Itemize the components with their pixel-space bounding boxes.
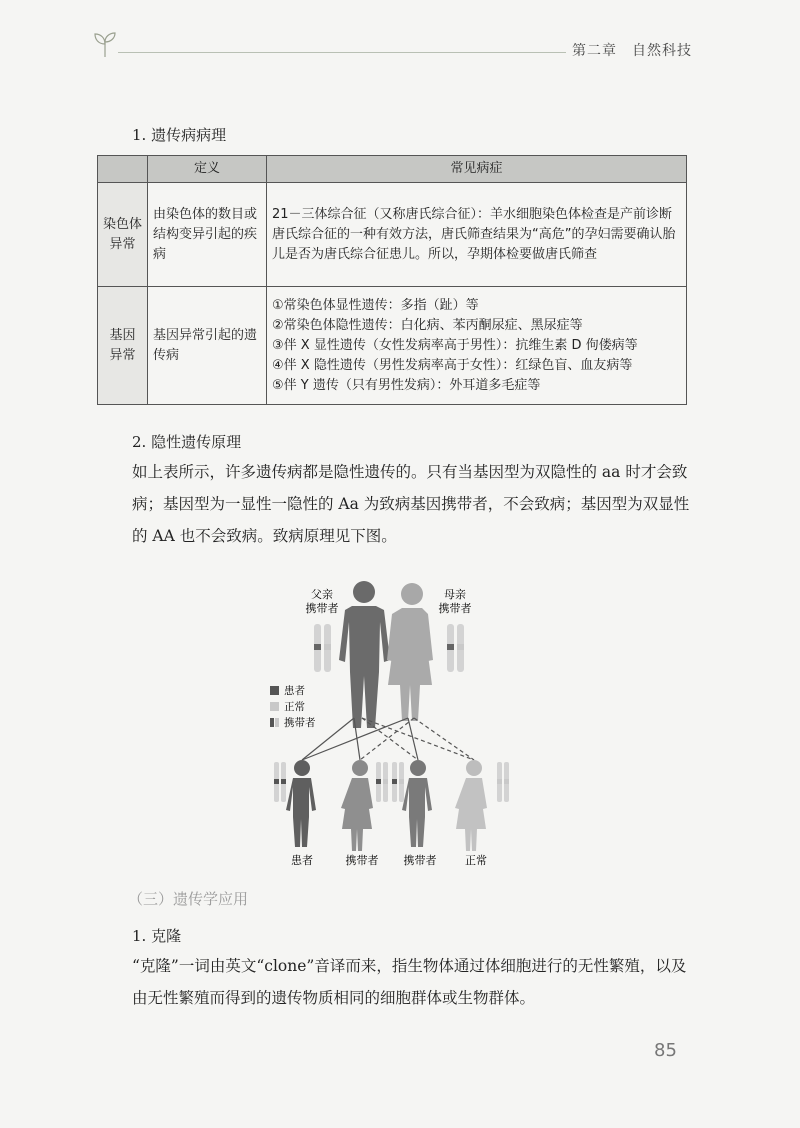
leaf-icon bbox=[92, 30, 118, 58]
inheritance-lines bbox=[302, 718, 474, 760]
child-label: 携带者 bbox=[345, 854, 379, 867]
genetic-disease-table bbox=[97, 155, 687, 405]
legend-swatch-normal bbox=[270, 702, 279, 711]
section-title-clone: 1. 克隆 bbox=[132, 927, 182, 945]
page-number: 85 bbox=[654, 1040, 677, 1061]
legend-swatch-carrier bbox=[270, 718, 274, 727]
table-row bbox=[98, 183, 687, 287]
mother-figure bbox=[387, 583, 433, 721]
child-label: 携带者 bbox=[403, 854, 437, 867]
legend bbox=[270, 684, 316, 729]
legend-swatch-affected bbox=[270, 686, 279, 695]
table-row bbox=[98, 287, 687, 405]
mother-label-2: 携带者 bbox=[438, 602, 472, 615]
child-carrier-girl bbox=[341, 760, 388, 851]
row-category-chromosome: 染色体 异常 bbox=[98, 183, 148, 287]
child-label: 正常 bbox=[465, 854, 487, 867]
clone-paragraph: “克隆”一词由英文“clone”音译而来，指生物体通过体细胞进行的无性繁殖，以及由无性繁殖而得到的遗传物质相同的细胞群体或生物群体。 bbox=[132, 957, 687, 1007]
inheritance-figure bbox=[262, 572, 532, 872]
row-symptoms-chromosome: 21－三体综合征（又称唐氏综合征）：羊水细胞染色体检查是产前诊断唐氏综合征的一种有效方法，唐氏筛查结果为“高危”的孕妇需要确认胎儿是否为唐氏综合征患儿。所以，孕期体检要做唐氏筛查 bbox=[267, 183, 687, 287]
row-definition-chromosome: 由染色体的数目或结构变异引起的疾病 bbox=[148, 183, 267, 287]
child-label: 患者 bbox=[291, 854, 313, 867]
child-carrier-boy bbox=[392, 760, 432, 847]
symptom-item: ①常染色体显性遗传：多指（趾）等 bbox=[272, 297, 479, 313]
symptom-item: ②常染色体隐性遗传：白化病、苯丙酮尿症、黑尿症等 bbox=[272, 317, 583, 333]
mother-label-1: 母亲 bbox=[444, 588, 466, 601]
section-title-recessive: 2. 隐性遗传原理 bbox=[132, 433, 242, 451]
row-category-gene: 基因 异常 bbox=[98, 287, 148, 405]
father-figure bbox=[339, 581, 390, 728]
symptom-item: ④伴 X 隐性遗传（男性发病率高于女性）：红绿色盲、血友病等 bbox=[272, 357, 633, 373]
row-definition-gene: 基因异常引起的遗传病 bbox=[148, 287, 267, 405]
table-header-definition: 定义 bbox=[148, 156, 267, 183]
symptom-item: ③伴 X 显性遗传（女性发病率高于男性）：抗维生素 D 佝偻病等 bbox=[272, 337, 638, 353]
symptom-item: ⑤伴 Y 遗传（只有男性发病）：外耳道多毛症等 bbox=[272, 377, 541, 393]
recessive-paragraph: 如上表所示，许多遗传病都是隐性遗传的。只有当基因型为双隐性的 aa 时才会致病；基因型为一显性一隐性的 Aa 为致病基因携带者，不会致病；基因型为双显性的 AA 也不会致病。致病原理见下图。 bbox=[132, 463, 690, 545]
table-header-row bbox=[98, 156, 687, 183]
section-title-applications: （三）遗传学应用 bbox=[128, 890, 249, 908]
table-header-symptoms: 常见病症 bbox=[267, 156, 687, 183]
header-rule bbox=[118, 52, 566, 53]
father-label-1: 父亲 bbox=[311, 588, 333, 601]
legend-label-normal: 正常 bbox=[284, 701, 305, 713]
father-chromosomes bbox=[314, 624, 331, 672]
section-title-pathology: 1. 遗传病病理 bbox=[132, 126, 227, 144]
table-header-blank bbox=[98, 156, 148, 183]
child-normal bbox=[455, 760, 509, 851]
chapter-title: 第二章 自然科技 bbox=[572, 43, 692, 59]
legend-label-affected: 患者 bbox=[284, 685, 305, 697]
row-symptoms-gene bbox=[267, 287, 687, 405]
mother-chromosomes bbox=[447, 624, 464, 672]
father-label-2: 携带者 bbox=[305, 602, 339, 615]
child-affected bbox=[274, 760, 316, 847]
legend-label-carrier: 携带者 bbox=[284, 717, 316, 729]
